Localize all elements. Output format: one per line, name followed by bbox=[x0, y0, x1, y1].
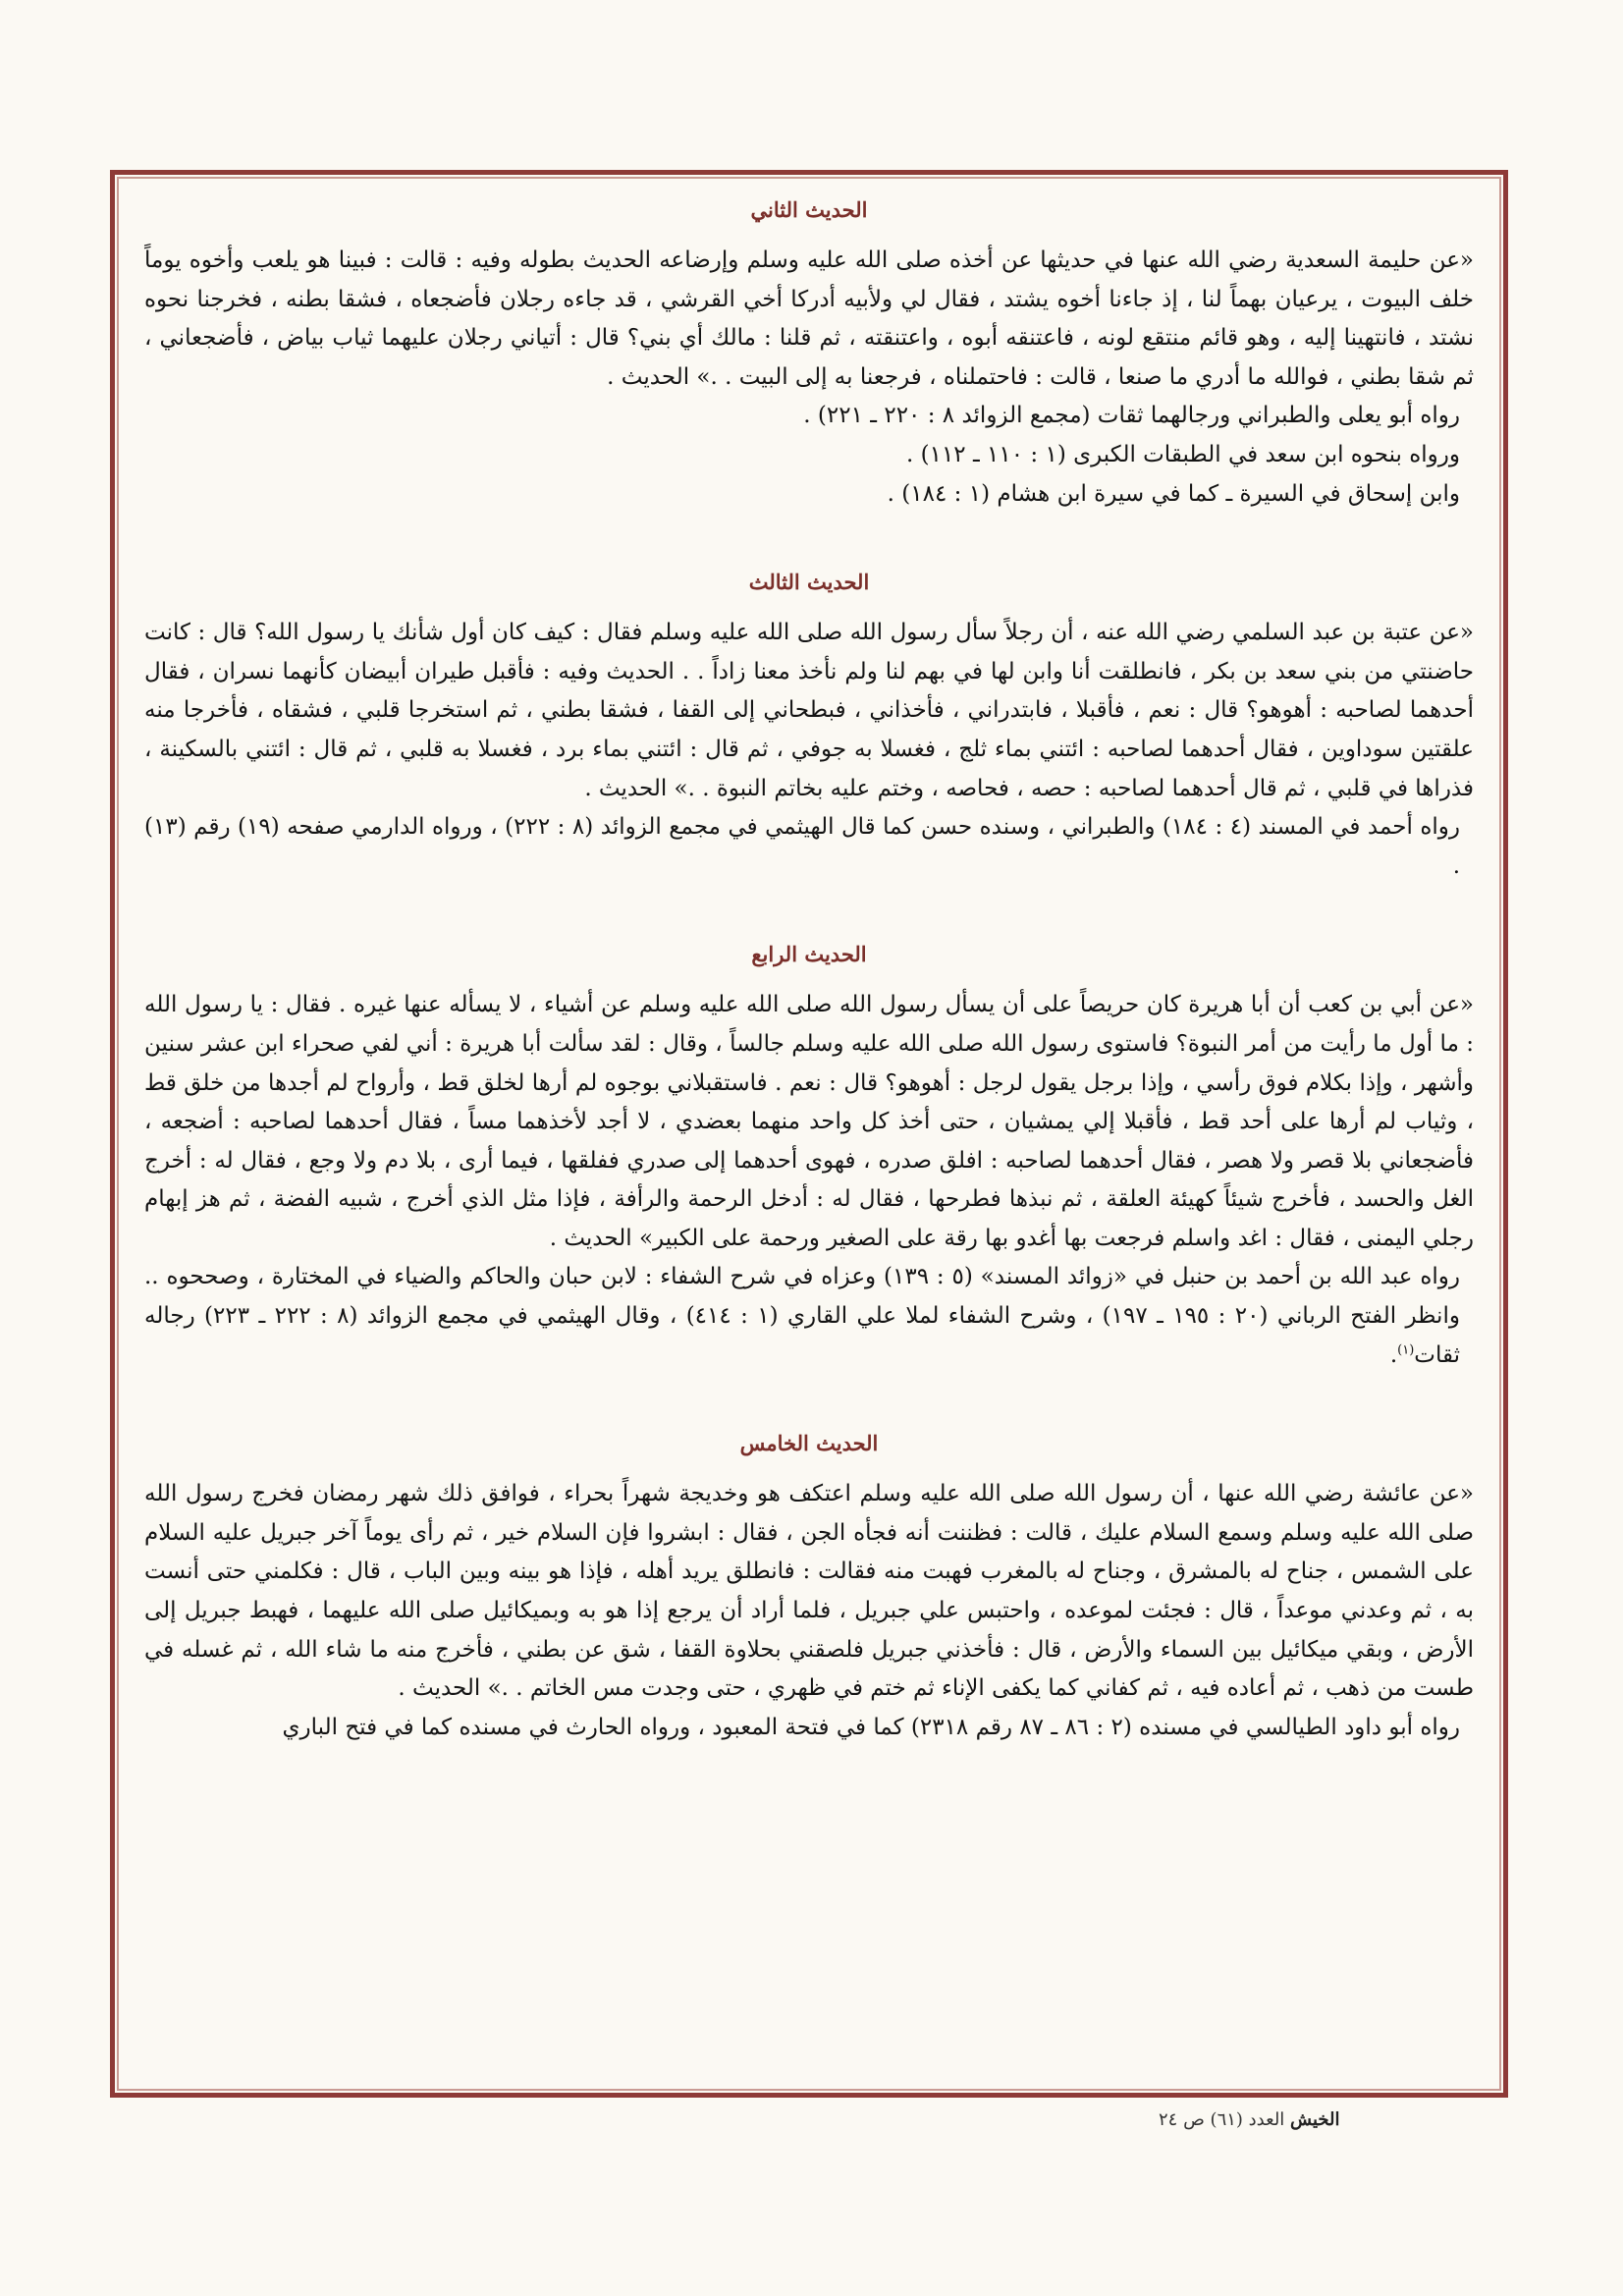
reference-text: رواه عبد الله بن أحمد بن حنبل في «زوائد المسند» (٥ : ١٣٩) وعزاه في شرح الشفاء : لابن حبان والحاكم والضياء في المختارة ، وصححوه .. وانظر الفتح الرباني (٢٠ : ١٩٥ ـ ١٩٧) ، وشرح الشفاء لملا علي القاري (١ : ٤١٤) ، وقال الهيثمي في مجمع الزوائد (٨ : ٢٢٢ ـ ٢٢٣) رجاله ثقات bbox=[144, 1264, 1461, 1368]
section-title: الحديث الثالث bbox=[748, 570, 870, 595]
section-title: الحديث الخامس bbox=[739, 1431, 879, 1456]
section-title: الحديث الرابع bbox=[751, 942, 867, 967]
reference-line: رواه أبو يعلى والطبراني ورجالهما ثقات (مجمع الزوائد ٨ : ٢٢٠ ـ ٢٢١) . bbox=[803, 403, 1460, 429]
hadith-text: «عن أبي بن كعب أن أبا هريرة كان حريصاً على أن يسأل رسول الله صلى الله عليه وسلم عن أشياء ، لا يسأله عنها غيره . فقال : يا رسول الله : ما أول ما رأيت من أمر النبوة؟ فاستوى رسول الله صلى الله عليه وسلم جالساً ، وقال : لقد سألت أبا هريرة : أني لفي صحراء ابن عشر سنين وأشهر ، وإذا بكلام فوق رأسي ، وإذا برجل يقول لرجل : أهوهو؟ قال : نعم . فاستقبلاني بوجوه لم أرها لخلق قط ، وأرواح لم أجدها من خلق قط ، وثياب لم أرها على أحد قط ، فأقبلا إلي يمشيان ، حتى أخذ كل واحد منهما بعضدي ، لا أجد لأخذهما مساً ، فقال أحدهما لصاحبه : أضجعه ، فأضجعاني بلا قصر ولا هصر ، فقال أحدهما لصاحبه : افلق صدره ، فهوى أحدهما إلى صدري ففلقها ، فيما أرى ، بلا دم ولا وجع ، فقال له : أخرج الغل والحسد ، فأخرج شيئاً كهيئة العلقة ، ثم نبذها فطرحها ، فقال له : أدخل الرحمة والرأفة ، فإذا مثل الذي أخرج ، شبيه الفضة ، ثم هز إبهام رجلي اليمنى ، فقال : اغد واسلم فرجعت بها أغدو بها رقة على الصغير ورحمة على الكبير» الحديث . bbox=[144, 992, 1474, 1251]
reference-line: ورواه بنحوه ابن سعد في الطبقات الكبرى (١ : ١١٠ ـ ١١٢) . bbox=[905, 441, 1460, 467]
issue-page-label: العدد (٦١) ص ٢٤ bbox=[1159, 2109, 1285, 2130]
section-hadith-3 bbox=[144, 569, 1474, 886]
reference-line bbox=[144, 1258, 1474, 1375]
hadith-text: «عن عائشة رضي الله عنها ، أن رسول الله صلى الله عليه وسلم اعتكف هو وخديجة شهراً بحراء ، فوافق ذلك شهر رمضان فخرج رسول الله صلى الله عليه وسلم وسمع السلام عليك ، قالت : فظننت أنه فجأه الجن ، فقال : ابشروا فإن السلام خير ، ثم رأى يوماً آخر جبريل عليه السلام على الشمس ، جناح له بالمشرق ، وجناح له بالمغرب فهبت منه فقالت : فانطلق يريد أهله ، فإذا هو بينه وبين الباب ، قال : فكلمني حتى أنست به ، ثم وعدني موعداً ، قال : فجئت لموعده ، واحتبس علي جبريل ، فلما أراد أن يرجع إذا هو به وبميكائيل صلى الله عليهما ، فهبط جبريل إلى الأرض ، وبقي ميكائيل بين السماء والأرض ، قال : فأخذني جبريل فلصقني بحلاوة القفا ، شق عن بطني ، فأخرج منه ما شاء الله ، ثم غسله في طست من ذهب ، ثم أعاده فيه ، ثم كفاني كما يكفى الإناء ثم ختم في ظهري ، حتى وجدت مس الخاتم . .» الحديث . bbox=[144, 1481, 1474, 1702]
footnote-marker: (١) bbox=[1397, 1342, 1415, 1357]
reference-line: رواه أحمد في المسند (٤ : ١٨٤) والطبراني ، وسنده حسن كما قال الهيثمي في مجمع الزوائد (٨ : ٢٢٢) ، ورواه الدارمي صفحه (١٩) رقم (١٣) . bbox=[144, 814, 1461, 879]
reference-line: وابن إسحاق في السيرة ـ كما في سيرة ابن هشام (١ : ١٨٤) . bbox=[887, 480, 1460, 507]
hadith-text: «عن حليمة السعدية رضي الله عنها في حديثها عن أخذه صلى الله عليه وسلم وإرضاعه الحديث بطوله وفيه : قالت : فبينا هو يلعب وأخوه يوماً خلف البيوت ، يرعيان بهماً لنا ، إذ جاءنا أخوه يشتد ، فقال لي ولأبيه أدركا أخي القرشي ، قد جاءه رجلان فأضجعاه ، فشقا بطنه ، فخرجنا نحوه نشتد ، فانتهينا إليه ، وهو قائم منتقع لونه ، فاعتنقه أبوه ، واعتنقته ، ثم قلنا : مالك أي بني؟ قال : أتياني رجلان عليهما ثياب بياض ، فأضجعاني ، ثم شقا بطني ، فوالله ما أدري ما صنعا ، قالت : فاحتملناه ، فرجعنا به إلى البيت . .» الحديث . bbox=[144, 247, 1474, 390]
reference-line: رواه أبو داود الطيالسي في مسنده (٢ : ٨٦ ـ ٨٧ رقم ٢٣١٨) كما في فتحة المعبود ، ورواه الحارث في مسنده كما في فتح الباري bbox=[282, 1714, 1460, 1740]
page-frame bbox=[110, 170, 1508, 2098]
section-hadith-4 bbox=[144, 941, 1474, 1375]
page-footer bbox=[1159, 2109, 1512, 2130]
journal-logo: الخيش bbox=[1290, 2109, 1340, 2130]
section-hadith-2 bbox=[144, 196, 1474, 514]
hadith-text: «عن عتبة بن عبد السلمي رضي الله عنه ، أن رجلاً سأل رسول الله صلى الله عليه وسلم فقال : كيف كان أول شأنك يا رسول الله؟ قال : كانت حاضنتي من بني سعد بن بكر ، فانطلقت أنا وابن لها في بهم لنا ولم نأخذ معنا زاداً . . الحديث وفيه : فأقبل طيران أبيضان كأنهما نسران ، فقال أحدهما لصاحبه : أهوهو؟ قال : نعم ، فأقبلا ، فابتدراني ، فأخذاني ، فبطحاني إلى القفا ، فشقا بطني ، ثم استخرجا قلبي ، فشقاه ، فأخرجا منه علقتين سوداوين ، فقال أحدهما لصاحبه : ائتني بماء ثلج ، فغسلا به جوفي ، ثم قال : ائتني بماء برد ، فغسلا به قلبي ، ثم قال : ائتني بالسكينة ، فذراها في قلبي ، ثم قال أحدهما لصاحبه : حصه ، فحاصه ، وختم عليه بخاتم النبوة . .» الحديث . bbox=[144, 620, 1474, 801]
section-hadith-5 bbox=[144, 1430, 1474, 1747]
reference-end: . bbox=[1389, 1341, 1398, 1368]
section-title: الحديث الثاني bbox=[750, 197, 868, 222]
